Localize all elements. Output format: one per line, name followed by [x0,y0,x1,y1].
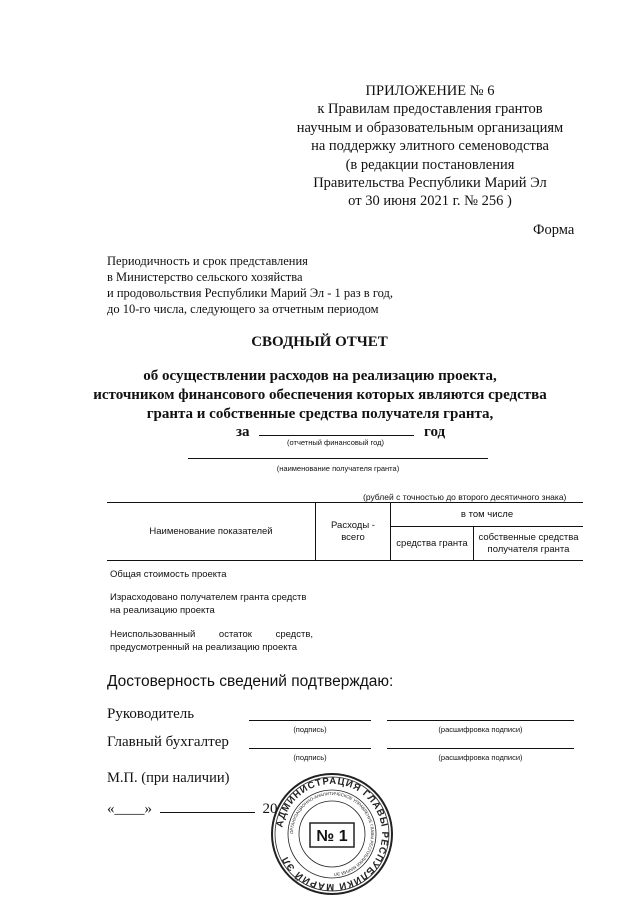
appendix-line: к Правилам предоставления грантов [317,101,543,118]
period-caption: (отчетный финансовый год) [287,438,384,447]
units-note: (рублей с точностью до второго десятичного знака) [363,492,567,502]
date-year-prefix: 20 [262,801,278,817]
head-decode-field[interactable] [387,720,574,721]
period-field[interactable] [259,421,414,436]
document-subtitle [90,367,550,424]
row-unused-word: средств, [275,629,314,640]
appendix-line: от 30 июня 2021 г. № 256 ) [348,193,512,210]
head-label: Руководитель [107,706,195,722]
form-label: Форма [533,222,575,238]
appendix-line: ПРИЛОЖЕНИЕ № 6 [365,83,495,99]
head-signature-field[interactable] [249,720,371,721]
accountant-label: Главный бухгалтер [107,734,229,750]
periodicity-line: Периодичность и срок представления [107,254,308,268]
periodicity-line: до 10-го числа, следующего за отчетным периодом [107,302,379,316]
row-spent-line: на реализацию проекта [110,605,215,616]
row-spent-line: Израсходовано получателем гранта средств [110,592,307,603]
col-including-header: в том числе [391,503,584,527]
document-title: СВОДНЫЙ ОТЧЕТ [251,334,388,350]
appendix-line: научным и образовательным организациям [296,119,564,136]
date-month-field[interactable] [160,798,255,813]
periodicity-line: в Министерство сельского хозяйства [107,270,303,284]
date-row [107,798,278,818]
recipient-caption: (наименование получателя гранта) [276,464,400,473]
period-prefix: за [236,424,250,440]
row-unused-line2: предусмотренный на реализацию проекта [110,642,298,653]
appendix-line: на поддержку элитного семеноводства [311,138,549,155]
seal-place-label: М.П. (при наличии) [107,770,230,786]
row-unused [110,628,313,654]
stamp-outer-text: АДМИНИСТРАЦИЯ ГЛАВЫ РЕСПУБЛИКИ МАРИЙ ЭЛ [274,775,391,893]
head-decode-caption: (расшифровка подписи) [438,725,523,734]
subtitle-line: об осуществлении расходов на реализацию проекта, [143,368,497,384]
recipient-field[interactable] [188,458,488,459]
appendix-line: (в редакции постановления [345,156,515,173]
accountant-signature-field[interactable] [249,748,371,749]
head-signature-caption: (подпись) [293,725,327,734]
col-total-header: Расходы - всего [316,503,391,561]
col-grant-header: средства гранта [391,527,474,561]
accountant-decode-field[interactable] [387,748,574,749]
report-table-header [107,502,583,561]
row-unused-word: Неиспользованный [110,629,196,640]
periodicity-line: и продовольствия Республики Марий Эл - 1 раз в год, [107,286,394,300]
stamp-number: № 1 [316,828,348,845]
appendix-header [280,82,580,211]
subtitle-line: источником финансового обеспечения которых являются средства [93,387,547,403]
row-unused-line1 [110,628,313,641]
accountant-decode-caption: (расшифровка подписи) [438,753,523,762]
row-unused-word: остаток [218,629,252,640]
period-suffix: год [424,424,446,440]
stamp-inner-text: ОРГАНИЗАЦИОННО-АНАЛИТИЧЕСКОЕ УПРАВЛЕНИЕ ГЛАВЫ РЕСПУБЛИКИ МАРИЙ ЭЛ [288,790,376,877]
date-day: «____» [107,801,152,817]
col-own-header: собственные средства получателя гранта [474,527,584,561]
col-name-header: Наименование показателей [107,503,316,561]
row-spent [110,591,306,617]
periodicity-note [107,253,447,317]
accountant-signature-caption: (подпись) [293,753,327,762]
official-stamp [270,772,394,896]
confirmation-text: Достоверность сведений подтверждаю: [107,673,394,690]
subtitle-line: гранта и собственные средства получателя гранта, [146,406,494,422]
row-total-cost: Общая стоимость проекта [110,569,227,580]
appendix-line: Правительства Республики Марий Эл [313,175,547,192]
